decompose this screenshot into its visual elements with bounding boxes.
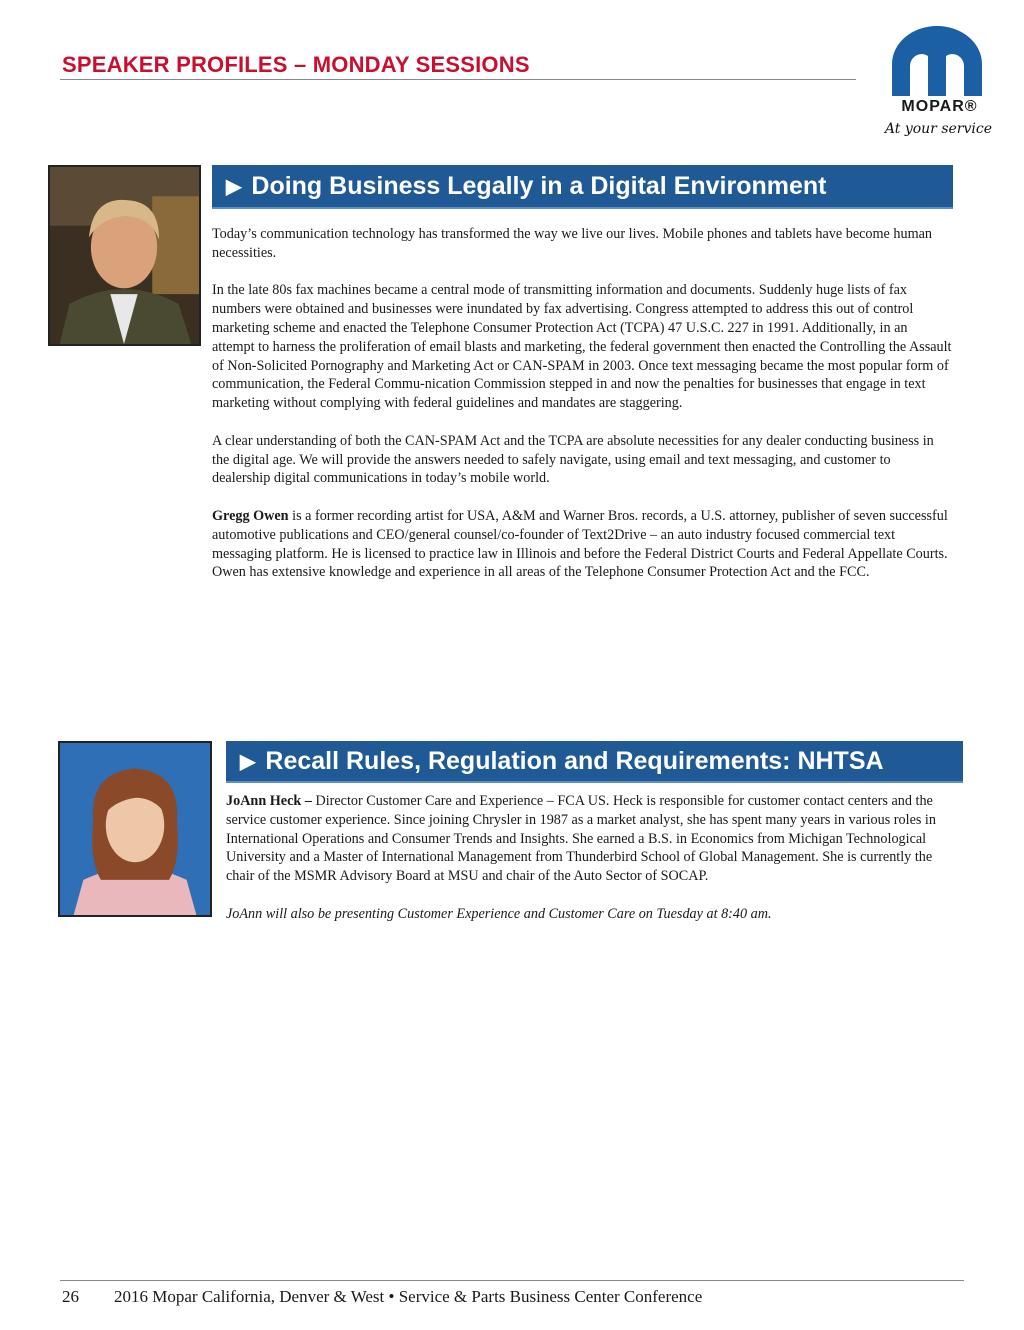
speaker-bio-2 xyxy=(226,792,952,886)
portrait-icon xyxy=(60,743,210,915)
paragraph: Today’s communication technology has transformed the way we live our lives. Mobile phones and tablets have become human necessities. xyxy=(212,226,933,261)
paragraph: A clear understanding of both the CAN-SPAM Act and the TCPA are absolute necessities for any dealer conducting business in the digital age. We will provide the answers needed to safely navigate, using email and text messaging, and customer to dealership digital communications in today’s mobile world. xyxy=(212,432,934,487)
mopar-m-logo-icon xyxy=(880,26,995,101)
speaker-bio-1 xyxy=(212,507,952,582)
session-note: JoAnn will also be presenting Customer Experience and Customer Care on Tuesday at 8:40 am. xyxy=(226,905,772,922)
session-description-2 xyxy=(226,792,952,942)
speaker-name: Gregg Owen xyxy=(212,507,289,524)
paragraph: In the late 80s fax machines became a central mode of transmitting information and documents. Suddenly huge lists of fax numbers were obtained and businesses were inundated by fax advertising. Congress attempted to address this out of control marketing scheme and enacted the Telephone Consumer Protection Act (TCPA) 47 U.S.C. 227 in 1991. Additionally, in an attempt to harness the proliferation of email blasts and marketing, the federal government then enacted the Controlling the Assault of Non-Solicited Pornography and Marketing Act or CAN-SPAM in 2003. Once text messaging became the most popular form of communication, the Federal Commu-nication Commission stepped in and now the penalties for businesses that engage in text marketing without complying with federal guidelines and mandates are staggering. xyxy=(212,282,952,412)
session-banner-1 xyxy=(212,165,953,209)
logo-wordmark: MOPAR® xyxy=(901,98,978,115)
speaker-photo-joann-heck xyxy=(58,741,212,917)
footer xyxy=(62,1287,702,1307)
page-title: SPEAKER PROFILES – MONDAY SESSIONS xyxy=(62,52,530,77)
speaker-name: JoAnn Heck – xyxy=(226,793,312,809)
footer-text: 2016 Mopar California, Denver & West • Service & Parts Business Center Conference xyxy=(114,1287,703,1306)
mopar-logo xyxy=(880,26,995,146)
session-banner-2 xyxy=(226,741,963,783)
bio-text: is a former recording artist for USA, A&M and Warner Bros. records, a U.S. attorney, publisher of seven successful automotive publications and CEO/general counsel/co-founder of Text2Drive – an auto industry focused commercial text messaging platform. He is licensed to practice law in Illinois and before the Federal District Courts and Federal Appellate Courts. Owen has extensive knowledge and experience in all areas of the Telephone Consumer Protection Act and the FCC. xyxy=(212,507,948,581)
triangle-arrow-icon: ▶ xyxy=(226,175,242,198)
session-title-1: Doing Business Legally in a Digital Environment xyxy=(251,171,827,200)
logo-tagline: At your service xyxy=(884,121,992,137)
session-description-1 xyxy=(212,225,952,601)
session-title-2: Recall Rules, Regulation and Requirements: NHTSA xyxy=(265,746,884,775)
speaker-photo-gregg-owen xyxy=(48,165,201,346)
triangle-arrow-icon: ▶ xyxy=(240,750,256,773)
header-divider xyxy=(60,79,856,80)
footer-divider xyxy=(60,1280,964,1281)
portrait-icon xyxy=(50,167,199,344)
bio-text: Director Customer Care and Experience – FCA US. Heck is responsible for customer contact centers and the service customer experience. Since joining Chrysler in 1987 as a market analyst, she has spent many years in various roles in International Operations and Consumer Trends and Insights. She earned a B.S. in Economics from Michigan Technological University and a Master of International Management from Thunderbird School of Global Management. She is currently the chair of the MSMR Advisory Board at MSU and chair of the Auto Sector of SOCAP. xyxy=(226,793,936,885)
page-number: 26 xyxy=(62,1287,79,1306)
